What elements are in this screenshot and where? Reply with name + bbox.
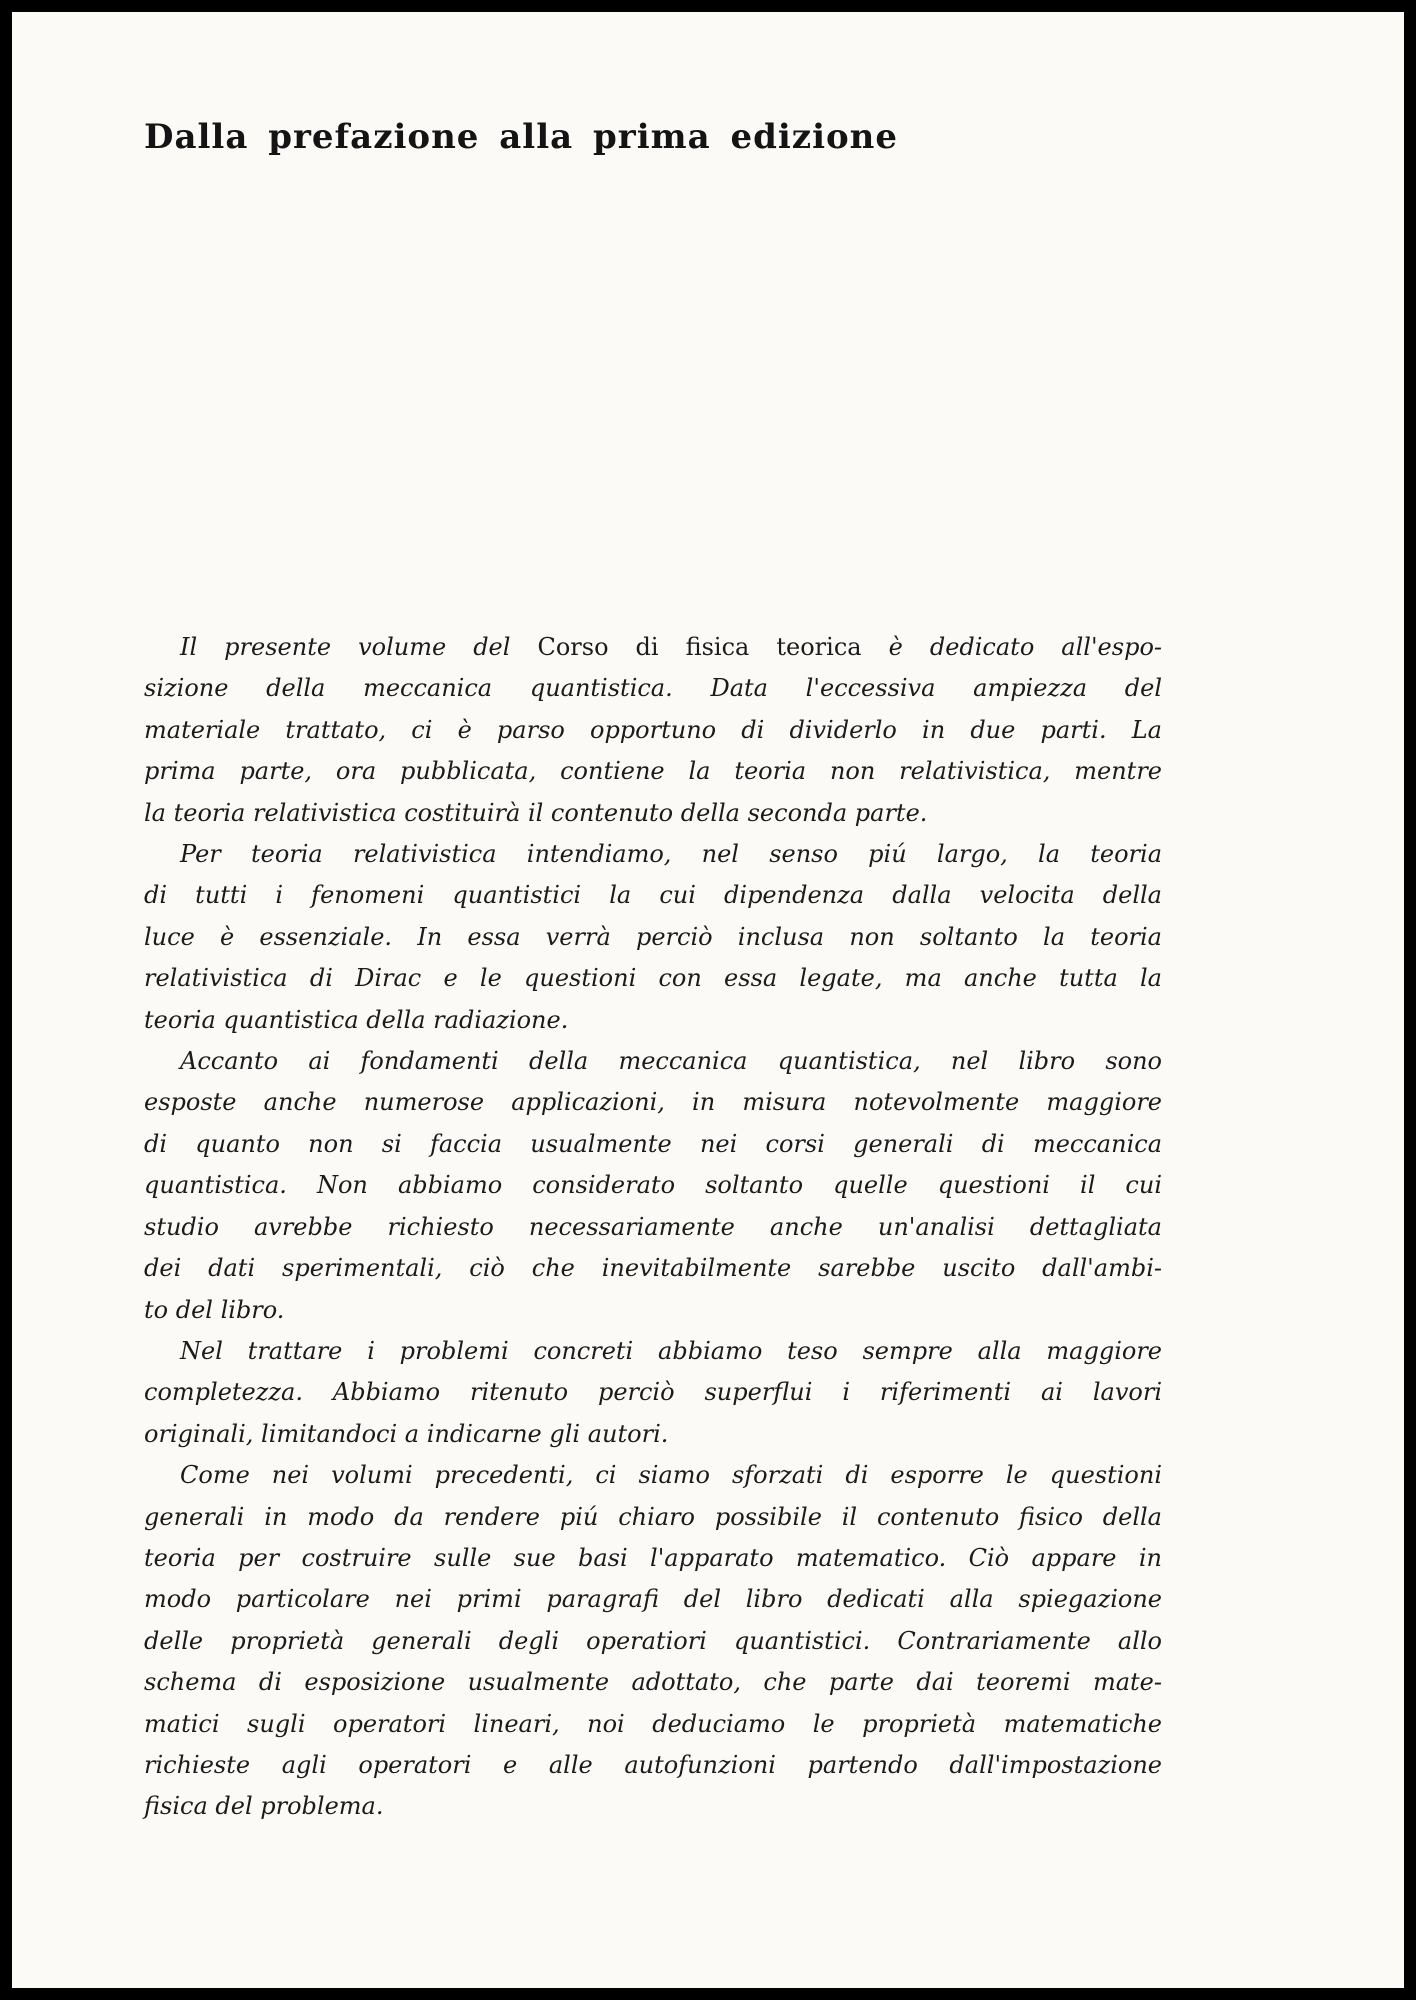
text-line: to del libro. [144,1295,285,1324]
text-line: di quanto non si faccia usualmente nei corsi generali di meccanica [144,1129,1162,1158]
book-series-title: Corso di fisica teorica [537,633,862,661]
text-line: Per teoria relativistica intendiamo, nel senso piú largo, la teoria [180,840,1162,869]
text-line: Come nei volumi precedenti, ci siamo sforzati di esporre le questioni [180,1461,1162,1490]
text-line: esposte anche numerose applicazioni, in misura notevolmente maggiore [144,1088,1162,1117]
text-segment: è dedicato all'espo- [861,633,1162,661]
text-line: originali, limitandoci a indicarne gli autori. [144,1419,669,1448]
text-line: luce è essenziale. In essa verrà perciò inclusa non soltanto la teoria [144,922,1162,951]
text-line: teoria per costruire sulle sue basi l'apparato matematico. Ciò appare in [144,1543,1162,1572]
text-line: studio avrebbe richiesto necessariamente anche un'analisi dettagliata [144,1212,1162,1241]
paragraph [144,1455,1162,1828]
text-line: modo particolare nei primi paragrafi del libro dedicati alla spiegazione [144,1585,1162,1614]
page-title: Dalla prefazione alla prima edizione [144,117,899,157]
text-line: completezza. Abbiamo ritenuto perciò superflui i riferimenti ai lavori [144,1378,1162,1407]
text-line: dei dati sperimentali, ciò che inevitabilmente sarebbe uscito dall'ambi- [144,1254,1162,1283]
text-line: teoria quantistica della radiazione. [144,1005,569,1034]
text-line: sizione della meccanica quantistica. Data l'eccessiva ampiezza del [144,674,1162,703]
text-line: richieste agli operatori e alle autofunzioni partendo dall'impostazione [144,1750,1162,1779]
text-line: Accanto ai fondamenti della meccanica quantistica, nel libro sono [180,1047,1162,1076]
text-line: fisica del problema. [144,1792,384,1821]
text-segment: Il presente volume del [180,633,538,661]
text-line: matici sugli operatori lineari, noi deduciamo le proprietà matematiche [144,1709,1162,1738]
preface-body [144,627,1162,1828]
text-line: prima parte, ora pubblicata, contiene la teoria non relativistica, mentre [144,757,1162,786]
text-line: la teoria relativistica costituirà il contenuto della seconda parte. [144,798,928,827]
text-line: di tutti i fenomeni quantistici la cui dipendenza dalla velocita della [144,881,1162,910]
text-line: materiale trattato, ci è parso opportuno di dividerlo in due parti. La [144,715,1162,744]
paragraph [144,834,1162,1041]
text-line: Nel trattare i problemi concreti abbiamo teso sempre alla maggiore [180,1336,1162,1365]
text-line: relativistica di Dirac e le questioni con essa legate, ma anche tutta la [144,964,1162,993]
text-line: delle proprietà generali degli operatiori quantistici. Contrariamente allo [144,1626,1162,1655]
text-line: generali in modo da rendere piú chiaro possibile il contenuto fisico della [144,1502,1162,1531]
book-page [12,12,1404,1988]
text-line: schema di esposizione usualmente adottato, che parte dai teoremi mate- [144,1668,1162,1697]
text-line [144,627,1162,668]
paragraph [144,1041,1162,1331]
paragraph [144,627,1162,834]
text-line: quantistica. Non abbiamo considerato soltanto quelle questioni il cui [144,1171,1162,1200]
paragraph [144,1331,1162,1455]
